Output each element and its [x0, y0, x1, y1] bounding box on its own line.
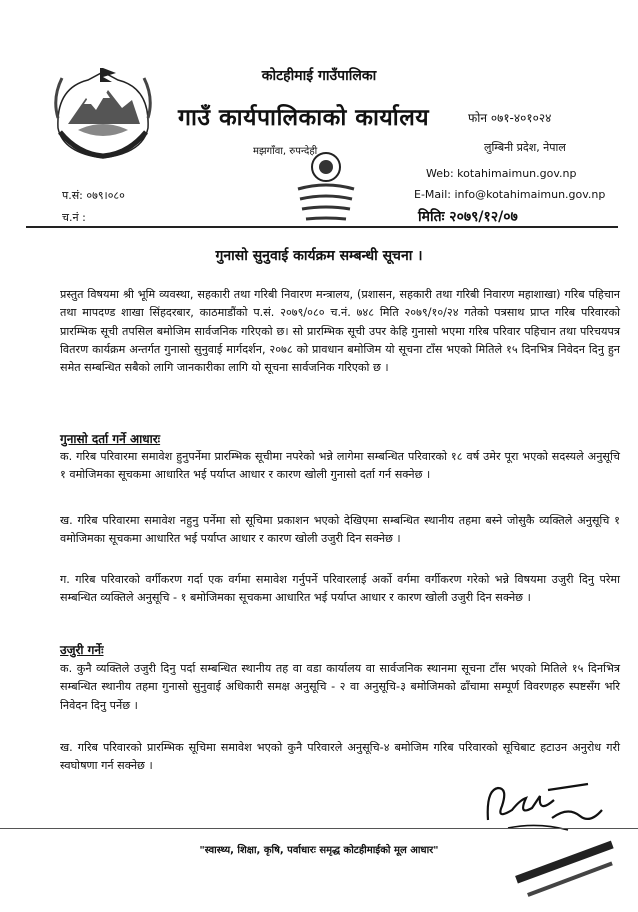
- dispatch-number: च.नं :: [62, 211, 86, 224]
- section-heading-filing: उजुरी गर्नेः: [60, 643, 104, 657]
- notice-title: गुनासो सुनुवाई कार्यक्रम सम्बन्धी सूचना ।: [215, 248, 423, 264]
- office-location: मझगाँवा, रुपन्देही: [253, 146, 318, 157]
- signer-stamp-icon: [500, 820, 630, 908]
- list-item: ग. गरिब परिवारको वर्गीकरण गर्दा एक वर्गमा समावेश गर्नुपर्ने परिवारलाई अर्को वर्गमा वर्गीकरण गरेको भन्ने विषयमा उजुरी दिनु परेमा सम्बन्धित व्यक्तिले अनुसूचि - १ बमोजिमका सूचकमा आधारित भई पर्याप्त आधार र कारण खोली उजुरी दिन सक्नेछ ।: [60, 573, 620, 605]
- list-item: ख. गरिब परिवारको प्रारम्भिक सूचिमा समावेश भएको कुनै परिवारले अनुसूचि-४ बमोजिम गरिब परिवारको सूचिबाट हटाउन अनुरोध गरी स्वघोषणा गर्न सक्नेछ ।: [60, 741, 620, 773]
- reference-number: प.सं: ०७९।०८०: [62, 189, 125, 202]
- footer-motto: "स्वास्थ्य, शिक्षा, कृषि, पर्वाधारः समृद्ध कोटहीमाईको मूल आधार": [199, 845, 439, 856]
- office-title: गाउँ कार्यपालिकाको कार्यालय: [178, 105, 430, 131]
- list-item: क. कुनै व्यक्तिले उजुरी दिनु पर्दा सम्बन्धित स्थानीय तह वा वडा कार्यालय वा सार्वजनिक स्थानमा सूचना टाँस भएको मितिले १५ दिनभित्र सम्बन्धित स्थानीय तहमा गुनासो सुनुवाई अधिकारी समक्ष अनुसूचि - २ वा अनुसूचि-३ बमोजिमको ढाँचामा सम्पूर्ण विवरणहरु स्पष्टसँग भरि निवेदन दिनु पर्नेछ ।: [60, 662, 620, 712]
- intro-paragraph: प्रस्तुत विषयमा श्री भूमि व्यवस्था, सहकारी तथा गरिबी निवारण मन्त्रालय, (प्रशासन, सहकारी तथा गरिबी निवारण महाशाखा) गरिब पहिचान तथा मापदण्ड शाखा सिंहदरबार, काठमाडौंको प.सं. २०७९/०८० च.नं. ७४८ मिति २०७९/१०/२४ गतेको पत्रसाथ प्राप्त गरिब परिवारको प्रारम्भिक सूची तपसिल बमोजिम सार्वजनिक गरिएको छ। सो प्रारम्भिक सूची उपर केहि गुनासो भएमा गरिब परिवार पहिचान तथा परिचयपत्र वितरण कार्यक्रम अन्तर्गत गुनासो सुनुवाई मार्गदर्शन, २०७८ को प्रावधान बमोजिम यो सूचना टाँस भएको मितिले १५ दिनभित्र निवेदन दिनु हुन समेत सम्बन्धित सबैको लागि जानकारीका लागि यो सूचना सार्वजनिक गरिएको छ ।: [60, 288, 620, 375]
- province: लुम्बिनी प्रदेश, नेपाल: [484, 141, 566, 154]
- list-item: ख. गरिब परिवारमा समावेश नहुनु पर्नेमा सो सूचिमा प्रकाशन भएको देखिएमा सम्बन्धित स्थानीय तहमा बस्ने जोसुकै व्यक्तिले अनुसूचि १ वमोजिमका सूचकमा आधारित भई पर्याप्त आधार र कारण खोली उजुरी दिन सक्नेछ ।: [60, 514, 620, 546]
- header-divider: [26, 226, 618, 228]
- section-heading-complaint-basis: गुनासो दर्ता गर्ने आधारः: [60, 432, 161, 446]
- website: Web: kotahimaimun.gov.np: [426, 167, 577, 180]
- phone-number: फोन ०७१-४०१०२४: [468, 111, 552, 125]
- letter-date: मितिः २०७९/१२/०७: [418, 209, 518, 225]
- office-name: कोटहीमाई गाउँपालिका: [261, 68, 377, 84]
- email-address: E-Mail: info@kotahimaimun.gov.np: [414, 188, 606, 201]
- list-item: क. गरिब परिवारमा समावेश हुनुपर्नेमा प्रारम्भिक सूचीमा नपरेको भन्ने लागेमा सम्बन्धित परिवारको १८ वर्ष उमेर पूरा भएको सदस्यले अनुसूचि १ वमोजिमका सूचकमा आधारित भई पर्याप्त आधार र कारण खोली गुनासो दर्ता गर्न सक्नेछ ।: [60, 450, 620, 482]
- office-seal-icon: [292, 145, 360, 235]
